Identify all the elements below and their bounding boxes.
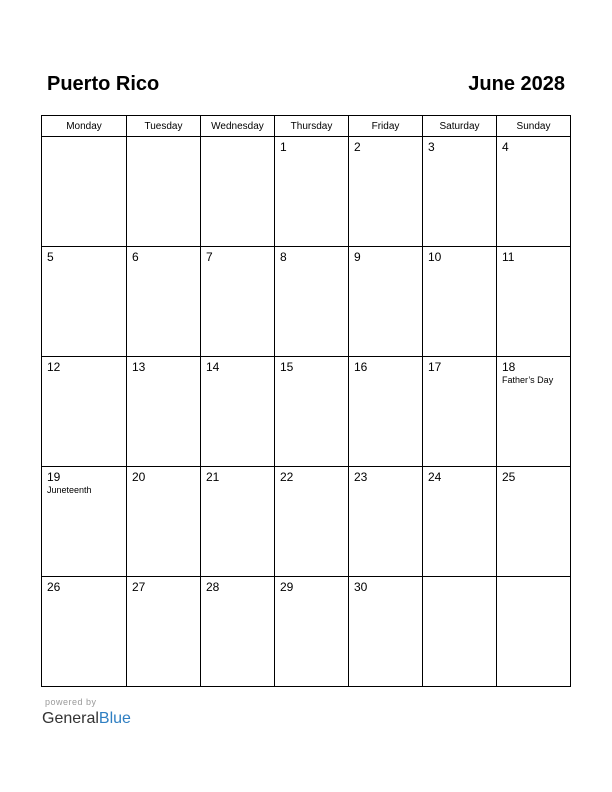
day-cell [201, 357, 275, 467]
weekday-header: Tuesday [127, 116, 201, 137]
day-cell [349, 577, 423, 687]
weekday-header: Friday [349, 116, 423, 137]
week-row [42, 467, 571, 577]
weekday-header: Sunday [497, 116, 571, 137]
day-cell [127, 247, 201, 357]
weekday-header: Saturday [423, 116, 497, 137]
day-number: 3 [428, 140, 435, 154]
day-cell [423, 577, 497, 687]
day-number: 26 [47, 580, 61, 594]
day-cell [349, 247, 423, 357]
weekday-header: Monday [42, 116, 127, 137]
day-cell [349, 137, 423, 247]
day-cell [275, 247, 349, 357]
week-row [42, 247, 571, 357]
day-number: 11 [502, 250, 515, 264]
day-number: 10 [428, 250, 442, 264]
day-cell [275, 137, 349, 247]
day-number [201, 137, 274, 140]
calendar-grid [41, 115, 571, 687]
day-cell [497, 467, 571, 577]
day-number: 2 [354, 140, 361, 154]
week-row [42, 577, 571, 687]
day-cell [127, 357, 201, 467]
day-number: 8 [280, 250, 287, 264]
day-number: 29 [280, 580, 294, 594]
day-number: 28 [206, 580, 220, 594]
day-cell [201, 577, 275, 687]
day-number: 1 [280, 140, 287, 154]
day-number: 22 [280, 470, 294, 484]
day-cell [42, 137, 127, 247]
day-cell [42, 467, 127, 577]
day-cell [42, 577, 127, 687]
day-cell [275, 357, 349, 467]
day-cell [349, 357, 423, 467]
day-number: 4 [502, 140, 509, 154]
day-cell [423, 137, 497, 247]
day-number: 7 [206, 250, 213, 264]
day-cell [497, 357, 571, 467]
day-number: 16 [354, 360, 368, 374]
day-cell [127, 137, 201, 247]
day-cell [349, 467, 423, 577]
day-number: 17 [428, 360, 442, 374]
day-number [423, 577, 496, 580]
day-cell [201, 467, 275, 577]
day-cell [497, 577, 571, 687]
day-cell [201, 137, 275, 247]
day-cell [497, 247, 571, 357]
weekday-header: Wednesday [201, 116, 275, 137]
day-number: 23 [354, 470, 368, 484]
day-number [127, 137, 200, 140]
powered-by-text: powered by [45, 697, 97, 707]
day-cell [201, 247, 275, 357]
logo-text-blue: Blue [98, 710, 131, 727]
day-number: 27 [132, 580, 146, 594]
day-number: 30 [354, 580, 368, 594]
day-cell [42, 357, 127, 467]
country-title: Puerto Rico [47, 73, 160, 95]
day-number: 21 [206, 470, 220, 484]
week-row [42, 357, 571, 467]
day-number: 19 [47, 470, 61, 484]
weekday-header: Thursday [275, 116, 349, 137]
holiday-label: Father’s Day [502, 375, 554, 385]
day-cell [42, 247, 127, 357]
day-cell [275, 467, 349, 577]
day-number: 6 [132, 250, 139, 264]
day-cell [497, 137, 571, 247]
day-number: 14 [206, 360, 220, 374]
day-number [42, 137, 126, 140]
generalblue-logo[interactable] [42, 709, 131, 729]
day-number: 20 [132, 470, 146, 484]
day-number: 24 [428, 470, 442, 484]
day-number: 12 [47, 360, 61, 374]
day-cell [423, 247, 497, 357]
day-cell [423, 357, 497, 467]
day-number [497, 577, 570, 580]
logo-text-general: General [42, 710, 99, 727]
day-cell [275, 577, 349, 687]
weekday-header-row [42, 116, 571, 137]
footer-branding [42, 697, 131, 729]
day-number: 13 [132, 360, 146, 374]
day-number: 25 [502, 470, 516, 484]
holiday-label: Juneteenth [47, 485, 92, 495]
day-cell [127, 577, 201, 687]
day-number: 15 [280, 360, 294, 374]
day-cell [423, 467, 497, 577]
day-number: 18 [502, 360, 516, 374]
day-number: 9 [354, 250, 361, 264]
month-year-title: June 2028 [468, 73, 565, 95]
week-row [42, 137, 571, 247]
day-cell [127, 467, 201, 577]
day-number: 5 [47, 250, 54, 264]
